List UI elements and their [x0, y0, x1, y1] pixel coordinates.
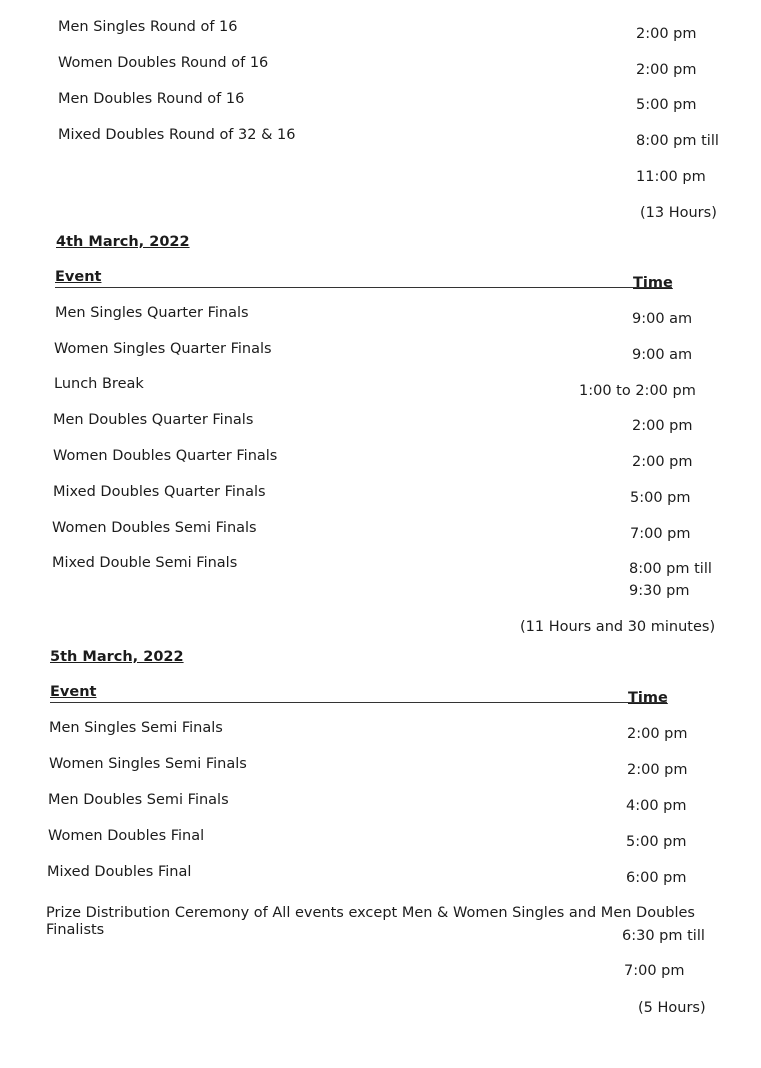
event-time: 8:00 pm till — [629, 561, 712, 577]
event-name: Men Doubles Semi Finals — [48, 792, 229, 808]
event-time: 9:00 am — [632, 347, 693, 363]
event-name: Women Doubles Quarter Finals — [53, 448, 278, 464]
event-name: Women Singles Quarter Finals — [54, 341, 272, 357]
event-time: 2:00 pm — [632, 418, 693, 434]
event-name: Mixed Double Semi Finals — [52, 555, 238, 571]
event-name: Women Doubles Semi Finals — [52, 520, 257, 536]
event-name: Women Singles Semi Finals — [49, 756, 247, 772]
event-time: 8:00 pm till — [636, 133, 719, 149]
day-total-hours: (13 Hours) — [640, 205, 717, 221]
ceremony-time: 6:30 pm till — [622, 928, 705, 944]
event-time: 2:00 pm — [627, 726, 688, 742]
event-time: 5:00 pm — [626, 834, 687, 850]
event-column-header: Event — [55, 269, 102, 285]
event-name: Women Doubles Final — [48, 828, 205, 844]
event-time: 2:00 pm — [636, 62, 697, 78]
event-name: Women Doubles Round of 16 — [58, 55, 269, 71]
event-name: Men Singles Round of 16 — [58, 19, 238, 35]
event-name: Mixed Doubles Round of 32 & 16 — [58, 127, 296, 143]
event-name: Men Doubles Quarter Finals — [53, 412, 254, 428]
event-name: Men Singles Semi Finals — [49, 720, 223, 736]
event-name: Mixed Doubles Quarter Finals — [53, 484, 266, 500]
event-name: Mixed Doubles Final — [47, 864, 192, 880]
day-total-hours: (5 Hours) — [638, 1000, 706, 1016]
header-rule — [55, 287, 672, 288]
event-time: 9:00 am — [632, 311, 693, 327]
event-time: 1:00 to 2:00 pm — [579, 383, 696, 399]
event-time-continued: 7:00 pm — [624, 963, 685, 979]
date-heading: 5th March, 2022 — [50, 649, 184, 665]
date-heading: 4th March, 2022 — [56, 234, 190, 250]
event-name: Men Singles Quarter Finals — [55, 305, 249, 321]
day-total-hours: (11 Hours and 30 minutes) — [520, 619, 716, 635]
event-time: 7:00 pm — [630, 526, 691, 542]
time-column-header: Time — [633, 275, 673, 291]
header-rule — [50, 702, 667, 703]
ceremony-description: Prize Distribution Ceremony of All events except Men & Women Singles and Men Doubles Finalists — [46, 905, 695, 938]
event-name: Lunch Break — [54, 376, 144, 392]
event-time: 5:00 pm — [630, 490, 691, 506]
event-time: 4:00 pm — [626, 798, 687, 814]
time-column-header: Time — [628, 690, 668, 706]
event-time: 2:00 pm — [627, 762, 688, 778]
event-time: 6:00 pm — [626, 870, 687, 886]
event-time: 2:00 pm — [636, 26, 697, 42]
event-time-continued: 11:00 pm — [636, 169, 706, 185]
event-time: 5:00 pm — [636, 97, 697, 113]
event-column-header: Event — [50, 684, 97, 700]
event-time-continued: 9:30 pm — [629, 583, 690, 599]
event-name: Men Doubles Round of 16 — [58, 91, 245, 107]
event-time: 2:00 pm — [632, 454, 693, 470]
